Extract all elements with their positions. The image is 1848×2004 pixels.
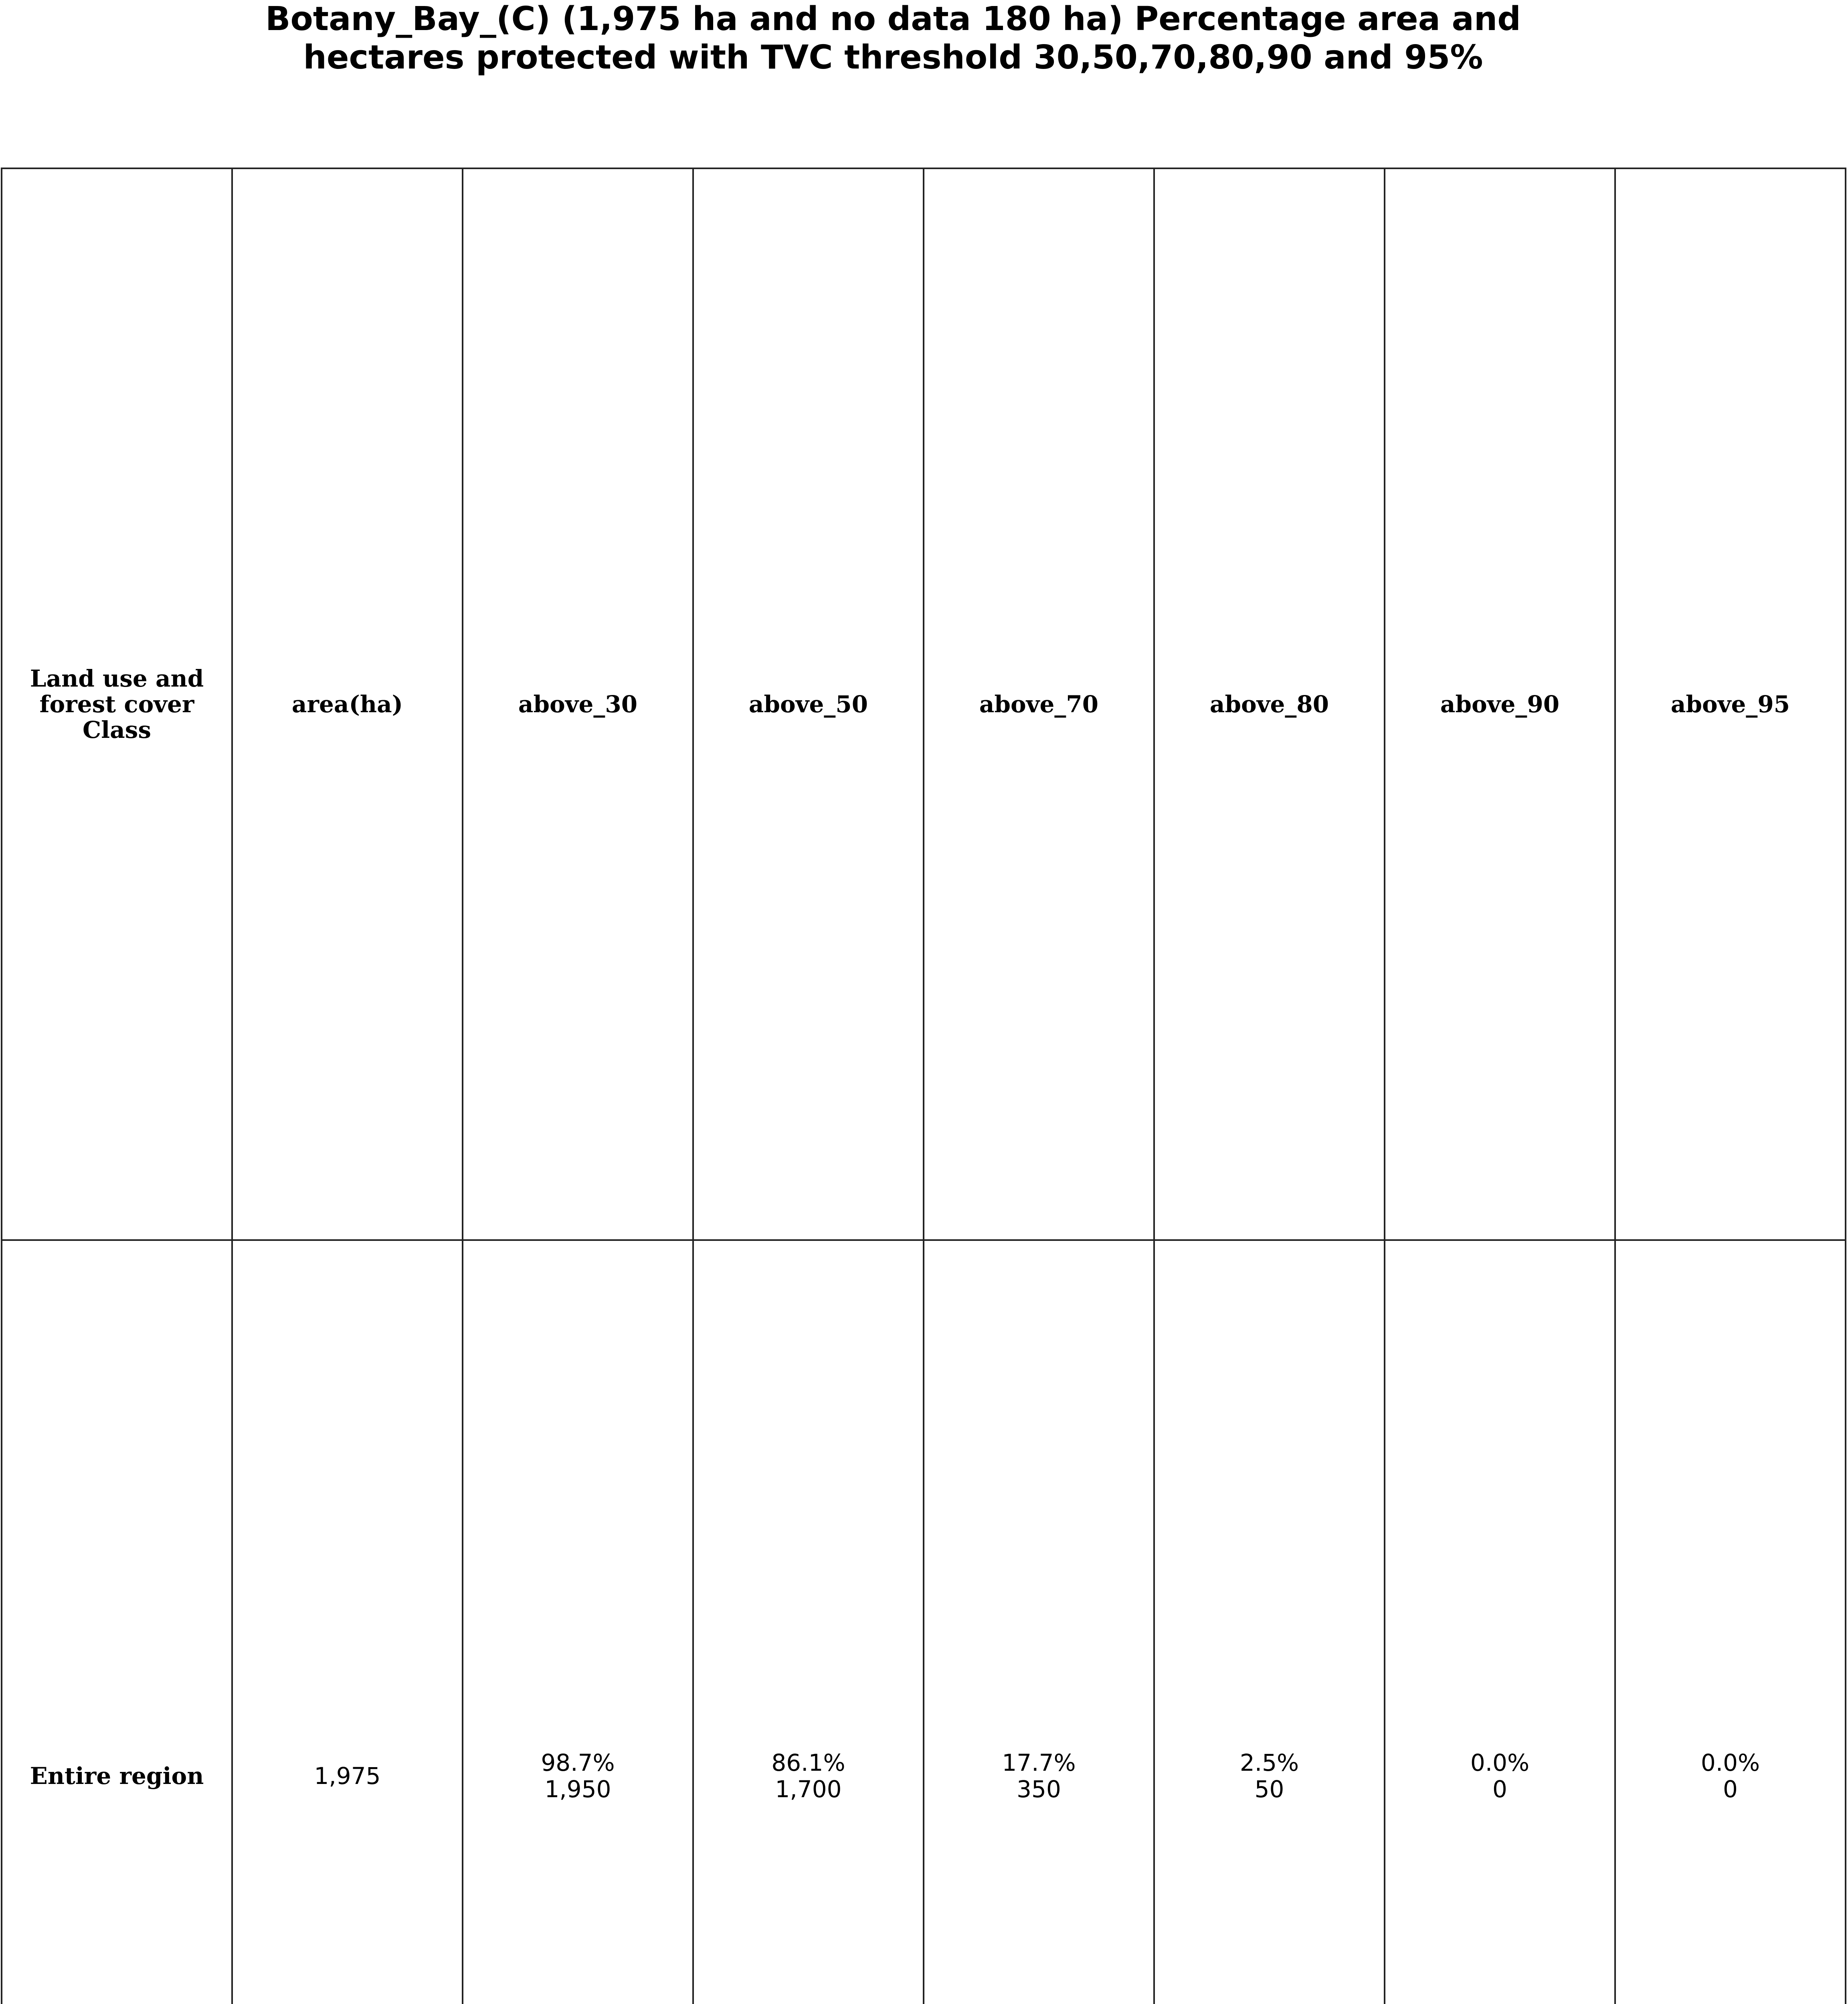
header-above-30: above_30 [463,168,693,1240]
area-cell: 1,975 [232,1240,463,2004]
hectare-value: 0 [1492,1776,1507,1803]
title-line-2: hectares protected with TVC threshold 30,50,70,80,90 and 95% [303,38,1483,77]
header-line: Class [82,716,152,743]
header-above-80: above_80 [1154,168,1385,1240]
header-line: Land use and [30,665,204,692]
hectare-value: 50 [1254,1776,1284,1803]
page-title [0,0,1786,77]
table-row [2,1240,1846,2004]
header-land-use-class [2,168,232,1240]
table-header-row [2,168,1846,1240]
above-70-cell [924,1240,1154,2004]
hectare-value: 350 [1017,1776,1061,1803]
above-30-cell [463,1240,693,2004]
header-line: forest cover [39,691,194,718]
protection-table [1,168,1846,2004]
above-50-cell [693,1240,924,2004]
percent-value: 98.7% [541,1749,615,1776]
hectare-value: 1,700 [775,1776,842,1803]
header-above-50: above_50 [693,168,924,1240]
title-line-1: Botany_Bay_(C) (1,975 ha and no data 180 ha) Percentage area and [265,0,1521,38]
hectare-value: 0 [1723,1776,1738,1803]
header-area: area(ha) [232,168,463,1240]
percent-value: 86.1% [771,1749,845,1776]
header-above-95: above_95 [1615,168,1846,1240]
above-80-cell [1154,1240,1385,2004]
row-label: Entire region [2,1240,232,2004]
header-above-90: above_90 [1385,168,1615,1240]
percent-value: 0.0% [1700,1749,1760,1776]
percent-value: 2.5% [1239,1749,1299,1776]
header-above-70: above_70 [924,168,1154,1240]
above-90-cell [1385,1240,1615,2004]
percent-value: 17.7% [1002,1749,1076,1776]
percent-value: 0.0% [1470,1749,1530,1776]
above-95-cell [1615,1240,1846,2004]
hectare-value: 1,950 [544,1776,611,1803]
